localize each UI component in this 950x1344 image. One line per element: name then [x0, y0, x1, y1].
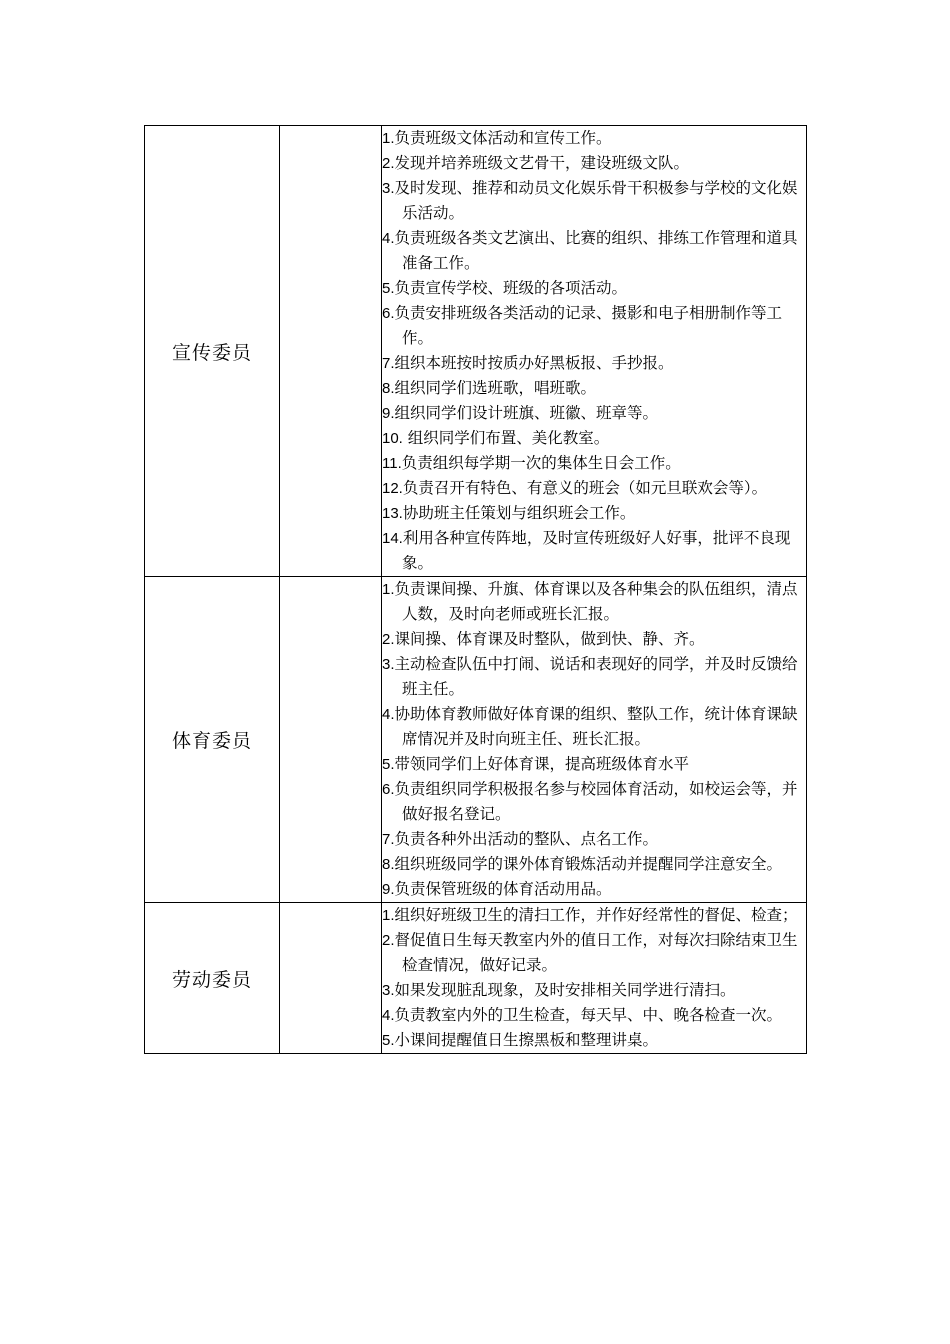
duty-item: [382, 501, 806, 526]
duty-text: 小课间提醒值日生擦黑板和整理讲桌。: [394, 1031, 659, 1049]
duty-text: 负责各种外出活动的整队、点名工作。: [394, 830, 659, 848]
duty-text: 及时发现、推荐和动员文化娱乐骨干积极参与学校的文化娱乐活动。: [394, 179, 798, 222]
committee-duties-table: [144, 125, 807, 1054]
duty-item: [382, 1028, 806, 1053]
duty-item: [382, 877, 806, 902]
duty-item: [382, 526, 806, 576]
duty-item: [382, 151, 806, 176]
role-cell: 体育委员: [145, 577, 280, 903]
duty-text: 组织班级同学的课外体育锻炼活动并提醒同学注意安全。: [394, 855, 783, 873]
duty-number: 5.: [382, 280, 395, 297]
duty-number: 4.: [382, 230, 395, 247]
duty-item: [382, 627, 806, 652]
duty-number: 2.: [382, 631, 395, 648]
duty-text: 组织同学们选班歌，唱班歌。: [394, 379, 597, 397]
duty-item: [382, 351, 806, 376]
duty-number: 6.: [382, 781, 395, 798]
duty-number: 9.: [382, 405, 395, 422]
duty-item: [382, 752, 806, 777]
duty-number: 7.: [382, 831, 395, 848]
duty-text: 发现并培养班级文艺骨干，建设班级文队。: [394, 154, 690, 172]
duty-item: [382, 702, 806, 752]
duty-text: 利用各种宣传阵地，及时宣传班级好人好事，批评不良现象。: [402, 529, 791, 572]
duty-item: [382, 577, 806, 627]
duty-text: 组织同学们设计班旗、班徽、班章等。: [394, 404, 659, 422]
empty-cell: [280, 903, 382, 1054]
duty-item: [382, 978, 806, 1003]
duty-number: 8.: [382, 856, 395, 873]
role-cell: 劳动委员: [145, 903, 280, 1054]
duty-number: 3.: [382, 656, 395, 673]
duty-list: [382, 126, 806, 576]
duty-number: 5.: [382, 756, 395, 773]
duty-item: [382, 276, 806, 301]
duty-item: [382, 376, 806, 401]
duty-number: 1.: [382, 130, 395, 147]
duty-number: 4.: [382, 1007, 395, 1024]
duty-item: [382, 827, 806, 852]
duty-text: 负责组织同学积极报名参与校园体育活动，如校运会等，并做好报名登记。: [394, 780, 798, 823]
duty-text: 组织好班级卫生的清扫工作，并作好经常性的督促、检查；: [394, 906, 798, 924]
duty-list: [382, 903, 806, 1053]
duty-number: 7.: [382, 355, 395, 372]
duty-item: [382, 903, 806, 928]
duty-number: 2.: [382, 155, 395, 172]
duty-text: 课间操、体育课及时整队，做到快、静、齐。: [394, 630, 705, 648]
table-row: [145, 577, 807, 903]
duty-text: 负责组织每学期一次的集体生日会工作。: [401, 454, 681, 472]
duty-number: 9.: [382, 881, 395, 898]
duty-item: [382, 176, 806, 226]
duty-item: [382, 1003, 806, 1028]
duty-number: 12.: [382, 480, 403, 497]
duty-item: [382, 301, 806, 351]
duty-item: [382, 476, 806, 501]
duty-item: [382, 652, 806, 702]
duty-text: 组织本班按时按质办好黑板报、手抄报。: [394, 354, 674, 372]
duty-item: [382, 451, 806, 476]
duty-text: 督促值日生每天教室内外的值日工作，对每次扫除结束卫生检查情况，做好记录。: [394, 931, 798, 974]
table-row: [145, 903, 807, 1054]
duty-number: 6.: [382, 305, 395, 322]
duty-text: 负责宣传学校、班级的各项活动。: [394, 279, 628, 297]
duty-number: 2.: [382, 932, 395, 949]
duty-number: 1.: [382, 907, 395, 924]
duty-text: 协助体育教师做好体育课的组织、整队工作，统计体育课缺席情况并及时向班主任、班长汇报。: [394, 705, 798, 748]
duty-number: 3.: [382, 180, 395, 197]
duties-cell: [382, 577, 807, 903]
duty-number: 10.: [382, 430, 403, 447]
duty-text: 负责安排班级各类活动的记录、摄影和电子相册制作等工作。: [394, 304, 783, 347]
duty-item: [382, 126, 806, 151]
duty-text: 负责课间操、升旗、体育课以及各种集会的队伍组织，清点人数，及时向老师或班长汇报。: [394, 580, 798, 623]
duty-text: 负责班级文体活动和宣传工作。: [394, 129, 612, 147]
duty-number: 3.: [382, 982, 395, 999]
duty-item: [382, 226, 806, 276]
duty-number: 1.: [382, 581, 395, 598]
table-row: [145, 126, 807, 577]
duty-text: 负责召开有特色、有意义的班会（如元旦联欢会等）。: [402, 479, 768, 497]
duty-number: 14.: [382, 530, 403, 547]
duty-item: [382, 777, 806, 827]
duty-text: 负责保管班级的体育活动用品。: [394, 880, 612, 898]
duty-item: [382, 401, 806, 426]
role-cell: 宣传委员: [145, 126, 280, 577]
empty-cell: [280, 126, 382, 577]
duty-item: [382, 852, 806, 877]
duty-text: 负责教室内外的卫生检查，每天早、中、晚各检查一次。: [394, 1006, 783, 1024]
duty-number: 13.: [382, 505, 403, 522]
duties-cell: [382, 126, 807, 577]
duty-text: 如果发现脏乱现象，及时安排相关同学进行清扫。: [394, 981, 736, 999]
duty-number: 4.: [382, 706, 395, 723]
empty-cell: [280, 577, 382, 903]
duty-number: 8.: [382, 380, 395, 397]
duty-number: 5.: [382, 1032, 395, 1049]
duties-cell: [382, 903, 807, 1054]
duty-text: 负责班级各类文艺演出、比赛的组织、排练工作管理和道具准备工作。: [394, 229, 798, 272]
duty-item: [382, 928, 806, 978]
duty-text: 协助班主任策划与组织班会工作。: [402, 504, 636, 522]
duty-list: [382, 577, 806, 902]
duty-text: 主动检查队伍中打闹、说话和表现好的同学，并及时反馈给班主任。: [394, 655, 798, 698]
table-body: [145, 126, 807, 1054]
duty-text: 带领同学们上好体育课，提高班级体育水平: [394, 755, 690, 773]
duty-number: 11.: [382, 455, 402, 472]
duty-item: [382, 426, 806, 451]
duty-text: 组织同学们布置、美化教室。: [402, 429, 610, 447]
